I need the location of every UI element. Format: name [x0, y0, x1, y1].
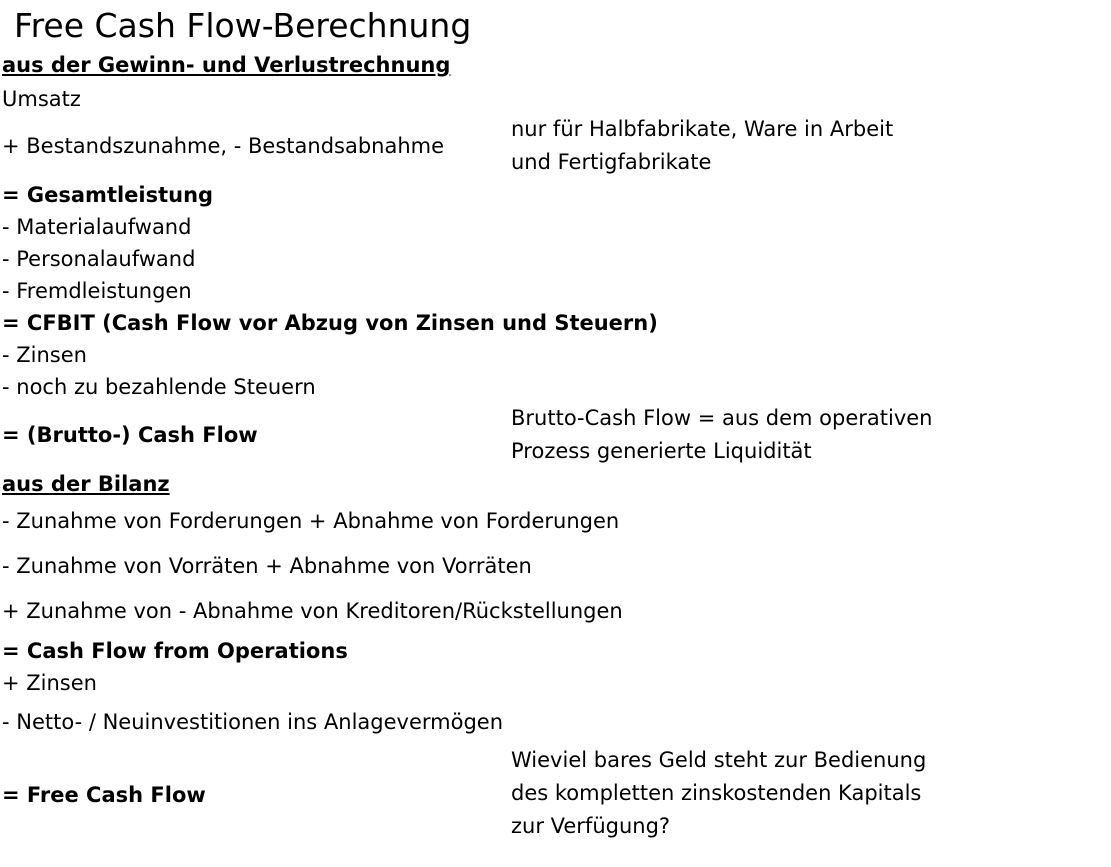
page-title: Free Cash Flow-Berechnung [14, 6, 472, 45]
line-investitionen: - Netto- / Neuinvestitionen ins Anlagevermögen [2, 710, 504, 734]
line-personalaufwand: - Personalaufwand [2, 247, 196, 271]
note-brutto-line: Prozess generierte Liquidität [511, 439, 812, 463]
line-cash-flow-operations: = Cash Flow from Operations [2, 639, 348, 663]
note-fcf-line: des kompletten zinskostenden Kapitals [511, 781, 922, 805]
note-bestand-line: und Fertigfabrikate [511, 150, 712, 174]
line-cfbit: = CFBIT (Cash Flow vor Abzug von Zinsen und Steuern) [2, 311, 658, 335]
line-gesamtleistung: = Gesamtleistung [2, 183, 214, 207]
line-zinsen-plus: + Zinsen [2, 671, 97, 695]
note-free-cash-flow [511, 744, 926, 843]
note-bestand [511, 113, 893, 179]
section-heading-guv: aus der Gewinn- und Verlustrechnung [2, 53, 451, 77]
line-forderungen: - Zunahme von Forderungen + Abnahme von Forderungen [2, 509, 620, 533]
line-materialaufwand: - Materialaufwand [2, 215, 192, 239]
line-kreditoren: + Zunahme von - Abnahme von Kreditoren/Rückstellungen [2, 599, 623, 623]
section-heading-bilanz: aus der Bilanz [2, 472, 170, 496]
line-steuern: - noch zu bezahlende Steuern [2, 375, 316, 399]
line-umsatz: Umsatz [2, 87, 81, 111]
line-free-cash-flow: = Free Cash Flow [2, 783, 206, 807]
note-bestand-line: nur für Halbfabrikate, Ware in Arbeit [511, 117, 894, 141]
line-bestand: + Bestandszunahme, - Bestandsabnahme [2, 134, 445, 158]
line-vorraete: - Zunahme von Vorräten + Abnahme von Vorräten [2, 554, 532, 578]
line-fremdleistungen: - Fremdleistungen [2, 279, 192, 303]
note-fcf-line: zur Verfügung? [511, 814, 671, 838]
line-zinsen: - Zinsen [2, 343, 87, 367]
note-brutto [511, 402, 932, 468]
line-brutto-cash-flow: = (Brutto-) Cash Flow [2, 423, 258, 447]
note-brutto-line: Brutto-Cash Flow = aus dem operativen [511, 406, 933, 430]
note-fcf-line: Wieviel bares Geld steht zur Bedienung [511, 748, 927, 772]
